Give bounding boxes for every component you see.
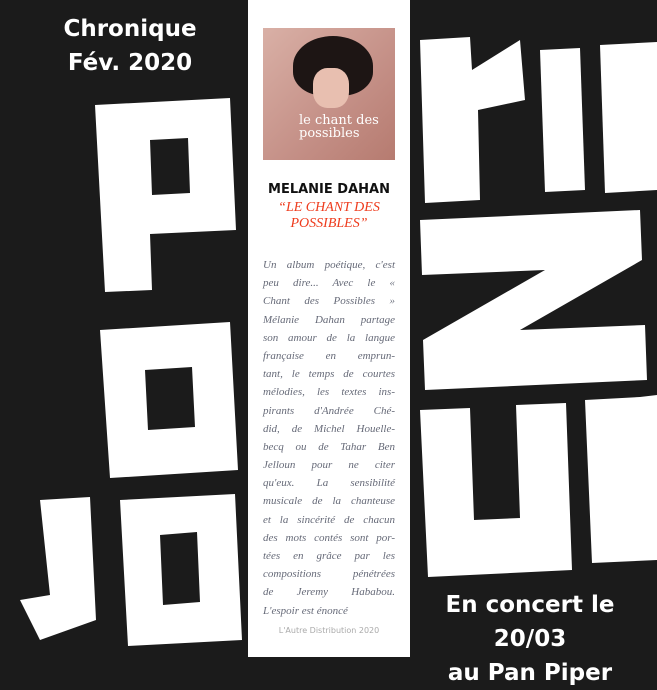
body-line: son amour de la langue [263, 331, 395, 344]
body-line: et la sincérité de chacun [263, 513, 395, 526]
header-line: Chronique [63, 16, 197, 42]
body-line: L'espoir est énoncé [263, 604, 348, 617]
concert-info [410, 588, 650, 690]
body-line: compositions pénétrées [263, 568, 395, 581]
body-line: Mélanie Dahan partage [263, 313, 395, 326]
album-title-line: POSSIBLES” [290, 216, 368, 231]
artist-name: MELANIE DAHAN [268, 182, 390, 197]
body-line: de Jeremy Hababou. [263, 586, 395, 599]
credit: L'Autre Distribution 2020 [278, 626, 380, 635]
body-line: Chant des Possibles » [263, 295, 395, 308]
article-body [263, 256, 395, 620]
body-line: des mots contés sont por- [263, 531, 395, 544]
album-cover [263, 28, 395, 160]
header-title [40, 12, 220, 80]
body-line: Un album poétique, c'est [263, 259, 395, 271]
body-line: did, de Michel Houelle- [263, 422, 395, 435]
header-date: Fév. 2020 [67, 50, 193, 76]
cover-title: le chant des possibles [299, 113, 379, 141]
body-line: pirants d'Andrée Ché- [263, 404, 395, 417]
body-line: française en emprun- [263, 349, 395, 362]
body-line: tées en grâce par les [263, 550, 395, 562]
body-line: qu'eux. La sensibilité [263, 477, 395, 490]
body-line: becq ou de Tahar Ben [263, 440, 395, 453]
body-line: Jelloun pour ne citer [263, 459, 395, 472]
album-title-line: “LE CHANT DES [278, 200, 380, 215]
body-line: mélodies, les textes ins- [263, 386, 395, 399]
body-line: tant, le temps de courtes [263, 368, 395, 381]
album-title [248, 200, 410, 232]
body-line: peu dire... Avec le « [263, 277, 395, 290]
article-panel [248, 0, 410, 657]
body-line: musicale de la chanteuse [263, 495, 395, 508]
concert-venue: au Pan Piper [447, 660, 613, 686]
cover-face [313, 68, 349, 108]
concert-date: En concert le 20/03 [445, 592, 615, 652]
